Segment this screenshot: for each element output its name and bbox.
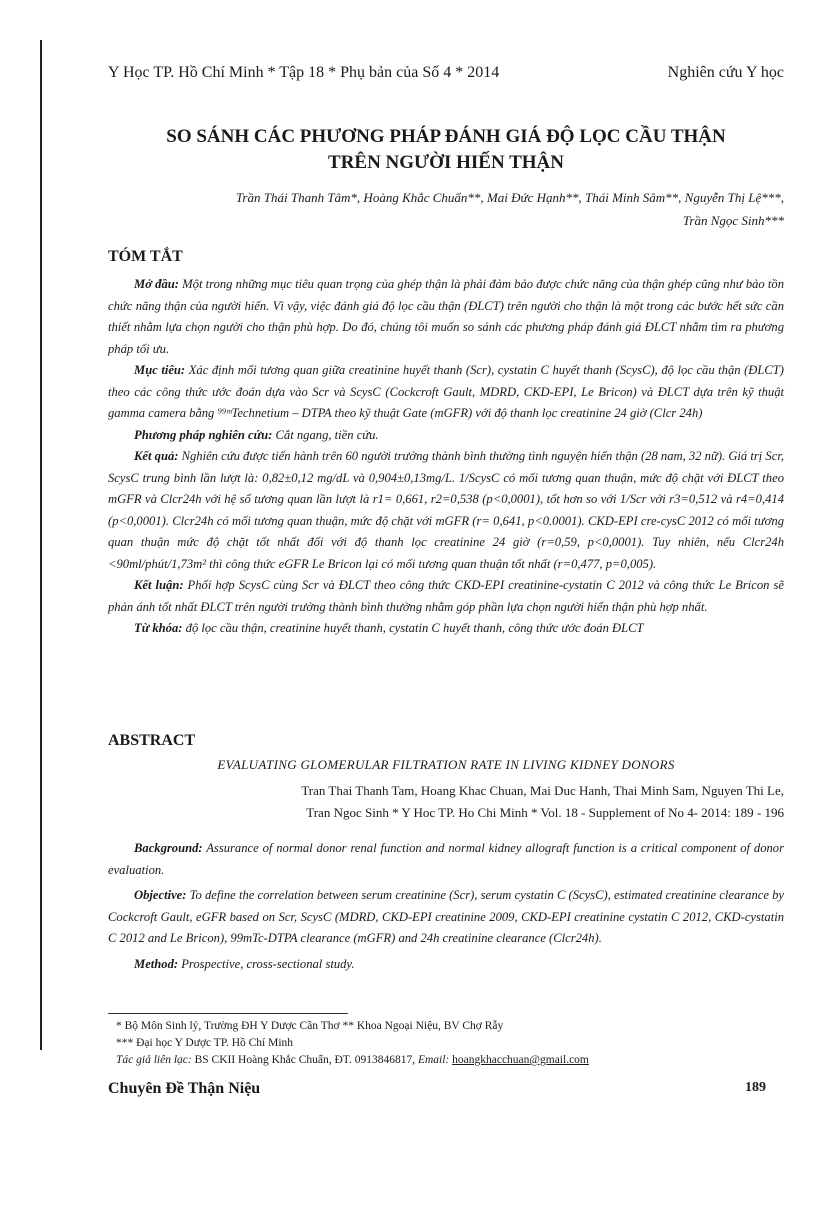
page-number: 189 — [745, 1080, 766, 1095]
authors-line-2: Trần Ngọc Sinh*** — [682, 213, 784, 228]
page-edge-line — [40, 40, 42, 1050]
author-list — [108, 186, 784, 232]
footnote-affiliation-3: *** Đại học Y Dược TP. Hồ Chí Minh — [116, 1037, 294, 1049]
footnote-rule — [108, 1013, 348, 1014]
results-label: Kết quả: — [134, 449, 179, 463]
footnote-affiliations: * Bộ Môn Sinh lý, Trường ĐH Y Dược Cần Thơ ** Khoa Ngoại Niệu, BV Chợ Rẫy — [116, 1020, 504, 1032]
background-label: Mở đầu: — [134, 277, 179, 291]
email-link[interactable]: hoangkhacchuan@gmail.com — [452, 1054, 589, 1066]
contact-text: BS CKII Hoàng Khắc Chuẩn, ĐT. 0913846817, — [194, 1054, 416, 1066]
objective-label: Mục tiêu: — [134, 363, 186, 377]
email-label: Email: — [417, 1054, 450, 1066]
footnotes — [116, 1018, 589, 1069]
summary-keywords: Từ khóa: độ lọc cầu thận, creatinine huyết thanh, cystatin C huyết thanh, công thức ước đoán ĐLCT — [134, 621, 644, 635]
method-label: Phương pháp nghiên cứu: — [134, 427, 273, 442]
title-line-2: TRÊN NGƯỜI HIẾN THẬN — [328, 152, 564, 173]
footer-section: Chuyên Đề Thận Niệu — [108, 1080, 261, 1097]
keywords-label: Từ khóa: — [134, 621, 183, 635]
summary-conclusion: Kết luận: Phối hợp ScysC cùng Scr và ĐLCT theo công thức CKD-EPI creatinine-cystatin C 2012 và công thức Le Bricon sẽ phản ánh tốt nhất ĐLCT trên người trưởng thành bình thường nhằm góp phần lựa chọn người hiến thận phù hợp nhất. — [108, 578, 784, 614]
abstract-heading: ABSTRACT — [108, 732, 196, 749]
abstract-method-label: Method: — [134, 956, 179, 971]
abstract-background: Background: Assurance of normal donor renal function and normal kidney allograft function is a critical component of donor evaluation. — [108, 841, 785, 877]
summary-background: Mở đầu: Một trong những mục tiêu quan trọng của ghép thận là phải đảm bảo được chức năng của thận ghép cũng như bảo tồn chức năng thận của người hiến. Vì vậy, việc đánh giá độ lọc cầu thận (ĐLCT) trên người cho thận là một trong các bước hết sức cần thiết nhằm lựa chọn người cho thận phù hợp. Do đó, chúng tôi muốn so sánh các phương pháp đánh giá ĐLCT nhằm tìm ra phương pháp tối ưu. — [108, 277, 784, 356]
abstract-objective: Objective: To define the correlation between serum creatinine (Scr), serum cystatin C (ScysC), estimated creatinine clearance by Cockcroft Gault, eGFR based on Scr, ScysC (MDRD, CKD-EPI creatinine 2009, CKD-EPI creatinine cystatin C 2012, CKD-cystatin C 2012 and Le Bricon), 99mTc-DTPA clearance (mGFR) and 24h creatinine clearance (Clcr24h). — [108, 888, 785, 945]
summary-objective: Mục tiêu: Xác định mối tương quan giữa creatinine huyết thanh (Scr), cystatin C huyết thanh (ScysC), độ lọc cầu thận (ĐLCT) theo các công thức ước đoán dựa vào Scr và ScysC (Cockcroft Gault, MDRD, CKD-EPI, Le Bricon) và ĐLCT dựa trên kỹ thuật gamma camera bằng ⁹⁹ᵐTechnetium – DTPA theo kỹ thuật Gate (mGFR) với độ thanh lọc creatinine 24 giờ (Clcr 24h) — [108, 363, 785, 420]
abstract-title: EVALUATING GLOMERULAR FILTRATION RATE IN LIVING KIDNEY DONORS — [217, 757, 675, 772]
vietnamese-summary — [108, 274, 784, 640]
summary-heading: TÓM TẮT — [108, 248, 183, 265]
citation-line-2: Tran Ngoc Sinh * Y Hoc TP. Ho Chi Minh * Vol. 18 - Supplement of No 4- 2014: 189 - 196 — [306, 805, 784, 820]
section-header: Nghiên cứu Y học — [667, 64, 784, 81]
summary-method: Phương pháp nghiên cứu: Cắt ngang, tiền cứu. — [134, 427, 379, 442]
summary-results: Kết quả: Nghiên cứu được tiến hành trên 60 người trưởng thành bình thường tình nguyện hiến thận (28 nam, 32 nữ). Giá trị Scr, ScysC trung bình lần lượt là: 0,82±0,12 mg/dL và 0,904±0,13mg/L. 1/ScysC có mối tương quan thuận, mức độ chặt với ĐLCT theo mGFR và Clcr24h với hệ số tương quan lần lượt là r1= 0,661, r2=0,538 (p<0,0001), tốt hơn so với 1/Scr với r3=0,512 và r4=0,414 (p<0,0001). Clcr24h có mối tương quan thuận, mức độ chặt với mGFR (r= 0,641, p<0.0001). CKD-EPI cre-cysC 2012 có mối tương quan thuận mức độ chặt tốt nhất đối với độ thanh lọc creatinine 24 giờ (r=0,59, p<0,0001). Tuy nhiên, nếu Clcr24h <90ml/phút/1,73m² thì công thức eGFR Le Bricon lại có mối tương quan thuận tốt nhất (r=0,477, p=0,005). — [108, 449, 784, 571]
article-title — [108, 124, 784, 176]
contact-label: Tác giả liên lạc: — [116, 1054, 192, 1066]
footnote-contact — [116, 1052, 589, 1069]
conclusion-label: Kết luận: — [134, 578, 184, 592]
english-abstract — [108, 838, 784, 979]
abstract-objective-label: Objective: — [134, 888, 187, 902]
journal-header: Y Học TP. Hồ Chí Minh * Tập 18 * Phụ bản của Số 4 * 2014 — [108, 64, 500, 81]
citation-line-1: Tran Thai Thanh Tam, Hoang Khac Chuan, Mai Duc Hanh, Thai Minh Sam, Nguyen Thi Le, — [301, 783, 784, 798]
abstract-background-label: Background: — [134, 841, 203, 855]
abstract-method: Method: Prospective, cross-sectional study. — [134, 956, 355, 971]
authors-line-1: Trần Thái Thanh Tâm*, Hoàng Khắc Chuẩn**, Mai Đức Hạnh**, Thái Minh Sâm**, Nguyễn Thị Lệ***, — [235, 190, 784, 205]
citation — [108, 780, 784, 824]
title-line-1: SO SÁNH CÁC PHƯƠNG PHÁP ĐÁNH GIÁ ĐỘ LỌC CẦU THẬN — [166, 126, 726, 147]
